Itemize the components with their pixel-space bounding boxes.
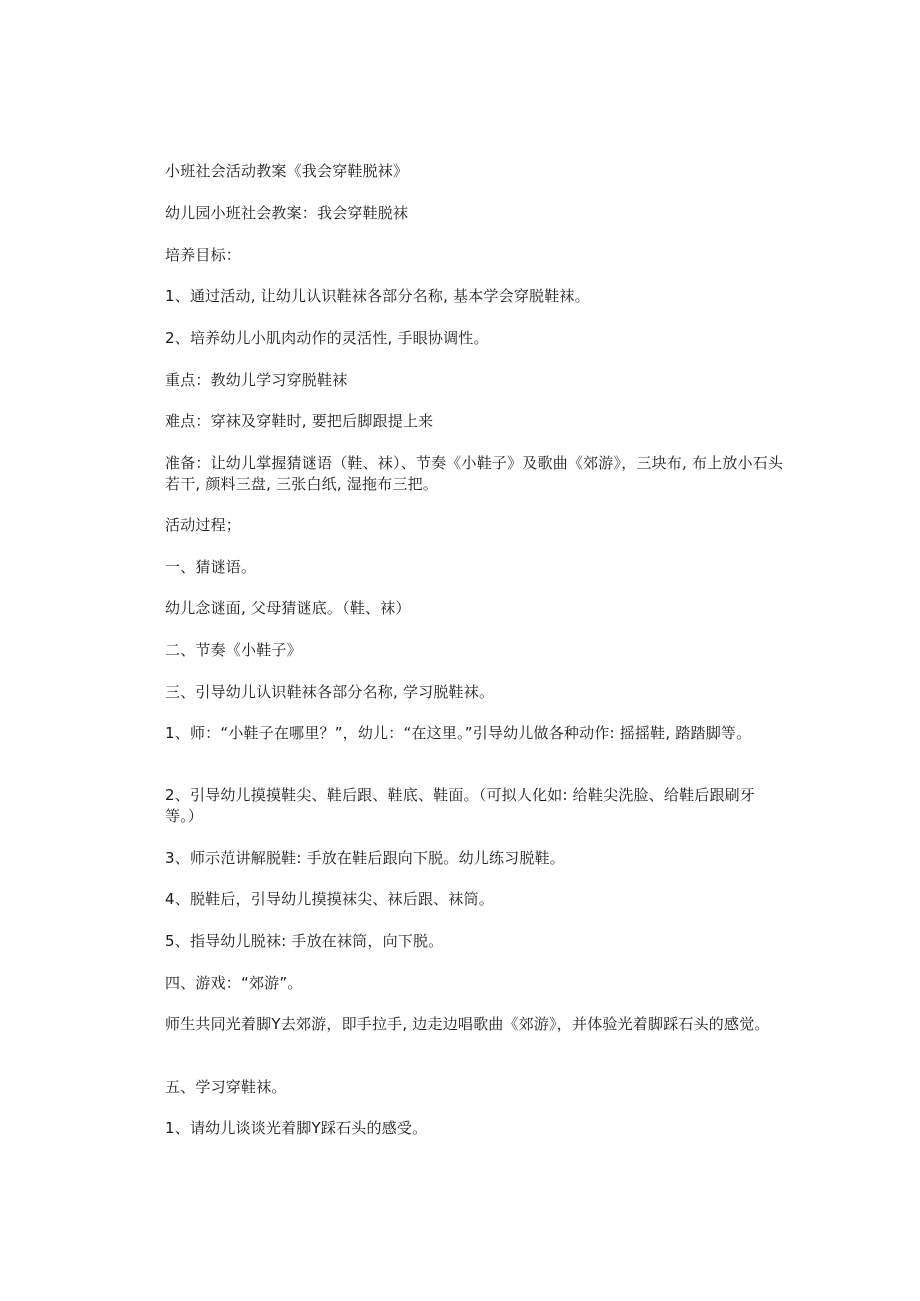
paragraph-section-2: 二、节奏《小鞋子》 (165, 641, 302, 659)
paragraph-goal-1: 1、通过活动, 让幼儿认识鞋袜各部分名称, 基本学会穿脱鞋袜。 (165, 287, 590, 305)
paragraph-step-2: 2、引导幼儿摸摸鞋尖、鞋后跟、鞋底、鞋面。（可拟人化如: 给鞋尖洗脸、给鞋后跟刷牙等。） (165, 786, 756, 825)
paragraph-section-4: 四、游戏：“郊游”。 (165, 974, 303, 992)
paragraph-step-4: 4、脱鞋后，引导幼儿摸摸袜尖、袜后跟、袜筒。 (165, 890, 494, 908)
document-subtitle: 幼儿园小班社会教案：我会穿鞋脱袜 (165, 204, 409, 222)
paragraph-section-3: 三、引导幼儿认识鞋袜各部分名称, 学习脱鞋袜。 (165, 683, 495, 701)
paragraph-section-5: 五、学习穿鞋袜。 (165, 1078, 287, 1096)
paragraph-game: 师生共同光着脚Y去郊游，即手拉手, 边走边唱歌曲《郊游》，并体验光着脚踩石头的感觉。 (165, 1015, 770, 1033)
paragraph-step-6: 1、请幼儿谈谈光着脚Y踩石头的感受。 (165, 1119, 428, 1137)
paragraph-step-3: 3、师示范讲解脱鞋: 手放在鞋后跟向下脱。幼儿练习脱鞋。 (165, 849, 565, 867)
paragraph-process-heading: 活动过程； (165, 516, 242, 534)
paragraph-step-1: 1、师：“小鞋子在哪里？”，幼儿：“在这里。”引导幼儿做各种动作: 摇摇鞋, 踏踏脚等。 (165, 724, 752, 742)
paragraph-difficulty: 难点：穿袜及穿鞋时, 要把后脚跟提上来 (165, 412, 434, 430)
paragraph-step-5: 5、指导幼儿脱袜: 手放在袜筒，向下脱。 (165, 932, 444, 950)
paragraph-goal-2: 2、培养幼儿小肌肉动作的灵活性, 手眼协调性。 (165, 329, 489, 347)
paragraph-preparation: 准备：让幼儿掌握猜谜语（鞋、袜）、节奏《小鞋子》及歌曲《郊游》，三块布, 布上放小石头若干, 颜料三盘, 三张白纸, 湿拖布三把。 (165, 454, 784, 493)
paragraph-key-point: 重点：教幼儿学习穿脱鞋袜 (165, 371, 348, 389)
document-title: 小班社会活动教案《我会穿鞋脱袜》 (165, 162, 409, 180)
paragraph-section-1: 一、猜谜语。 (165, 558, 257, 576)
paragraph-goals-heading: 培养目标： (165, 246, 242, 264)
paragraph-riddle: 幼儿念谜面, 父母猜谜底。（鞋、袜） (165, 599, 411, 617)
